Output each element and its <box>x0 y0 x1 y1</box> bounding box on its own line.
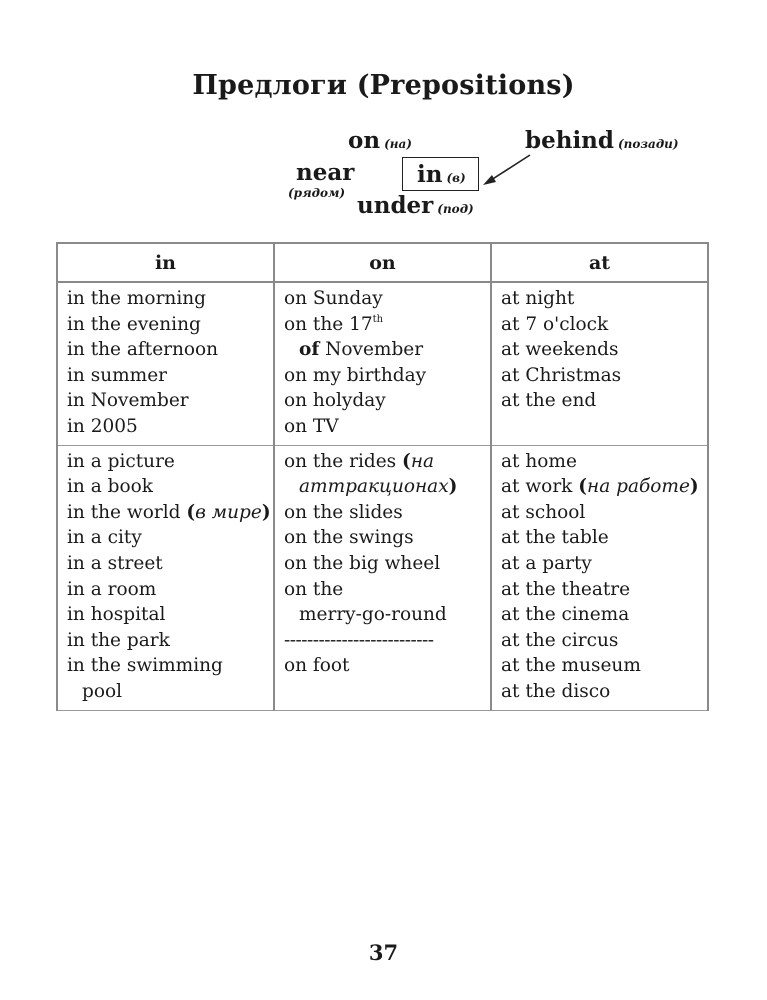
list-item <box>284 449 484 475</box>
translation: на работе <box>587 476 690 498</box>
list-item: in the swimming <box>67 655 223 677</box>
cell-time-in <box>57 282 274 445</box>
diagram-near-word: near <box>296 159 355 186</box>
translation: в мире <box>195 501 262 523</box>
paren-open: ( <box>186 501 196 523</box>
arrow-icon <box>0 0 767 240</box>
month-text: November <box>319 339 424 361</box>
diagram-on-word: on <box>348 127 381 154</box>
translation: на <box>410 450 435 472</box>
list-item: at 7 o'clock <box>501 313 609 335</box>
prepositions-table <box>56 242 709 711</box>
cell-time-at <box>491 282 708 445</box>
paren-open: ( <box>402 450 411 472</box>
list-item: in the morning <box>67 288 207 309</box>
list-item: on Sunday <box>284 288 383 309</box>
column-header-in: in <box>57 243 274 282</box>
list-item: in a street <box>67 552 163 574</box>
diagram-near-gloss: (рядом) <box>288 186 346 200</box>
list-item <box>284 474 484 500</box>
list-item: on foot <box>284 655 350 677</box>
list-item: on holyday <box>284 390 386 412</box>
item-text: on the rides <box>284 450 403 472</box>
cell-place-in <box>57 445 274 710</box>
list-item: in the evening <box>67 313 201 335</box>
paren-close: ) <box>448 476 458 498</box>
separator-line: -------------------------- <box>284 629 434 651</box>
list-item: on my birthday <box>284 364 427 386</box>
diagram-on-gloss: (на) <box>384 137 412 151</box>
list-item: at the museum <box>501 655 641 677</box>
list-item: at the table <box>501 527 609 549</box>
list-item: at the end <box>501 390 597 412</box>
table-row-time <box>57 282 708 445</box>
page-title: Предлоги (Prepositions) <box>192 70 575 101</box>
list-item: on the swings <box>284 527 414 549</box>
list-item: at the disco <box>501 680 611 702</box>
cell-place-on <box>274 445 491 710</box>
table-row-place <box>57 445 708 710</box>
column-header-at: at <box>491 243 708 282</box>
list-item: in a book <box>67 476 153 498</box>
diagram-in-gloss: (в) <box>446 171 466 185</box>
page-number: 37 <box>368 940 399 965</box>
diagram-behind-word: behind <box>525 127 614 154</box>
list-item: on the slides <box>284 501 403 523</box>
list-item: in summer <box>67 364 167 386</box>
list-item: in a room <box>67 578 157 600</box>
list-item: at weekends <box>501 339 619 361</box>
list-item <box>284 337 484 363</box>
paren-close: ) <box>261 501 271 523</box>
cell-time-on <box>274 282 491 445</box>
list-item: at night <box>501 288 575 309</box>
date-text: on the 17 <box>284 313 373 335</box>
item-text: at work <box>501 476 579 498</box>
list-item: in the park <box>67 629 170 651</box>
list-item: merry-go-round <box>299 604 447 626</box>
list-item: at the theatre <box>501 578 631 600</box>
list-item: pool <box>82 680 123 702</box>
list-item: in a picture <box>67 450 175 472</box>
diagram-under-word: under <box>357 192 434 219</box>
list-item: in 2005 <box>67 415 138 437</box>
list-item: at home <box>501 450 577 472</box>
list-item <box>284 312 484 338</box>
list-item: at Christmas <box>501 364 622 386</box>
list-item: on TV <box>284 415 339 437</box>
diagram-behind-gloss: (позади) <box>617 137 679 151</box>
list-item <box>501 474 701 500</box>
column-header-on: on <box>274 243 491 282</box>
bold-of: of <box>299 339 320 361</box>
list-item <box>67 500 271 526</box>
ordinal-suffix: th <box>372 313 384 325</box>
list-item: in a city <box>67 527 142 549</box>
list-item: at a party <box>501 552 592 574</box>
list-item: at school <box>501 501 586 523</box>
list-item: on the <box>284 578 344 600</box>
translation: аттракционах <box>299 476 449 498</box>
item-text: in the world <box>67 501 187 523</box>
list-item: on the big wheel <box>284 552 441 574</box>
paren-close: ) <box>689 476 699 498</box>
table-header-row <box>57 243 708 282</box>
preposition-diagram <box>0 0 767 240</box>
list-item: in hospital <box>67 604 166 626</box>
list-item: at the circus <box>501 629 619 651</box>
diagram-under-gloss: (под) <box>437 202 474 216</box>
list-item: in the afternoon <box>67 339 219 361</box>
diagram-in-word: in <box>417 161 443 188</box>
paren-open: ( <box>578 476 588 498</box>
list-item: in November <box>67 390 189 412</box>
cell-place-at <box>491 445 708 710</box>
list-item: at the cinema <box>501 604 630 626</box>
